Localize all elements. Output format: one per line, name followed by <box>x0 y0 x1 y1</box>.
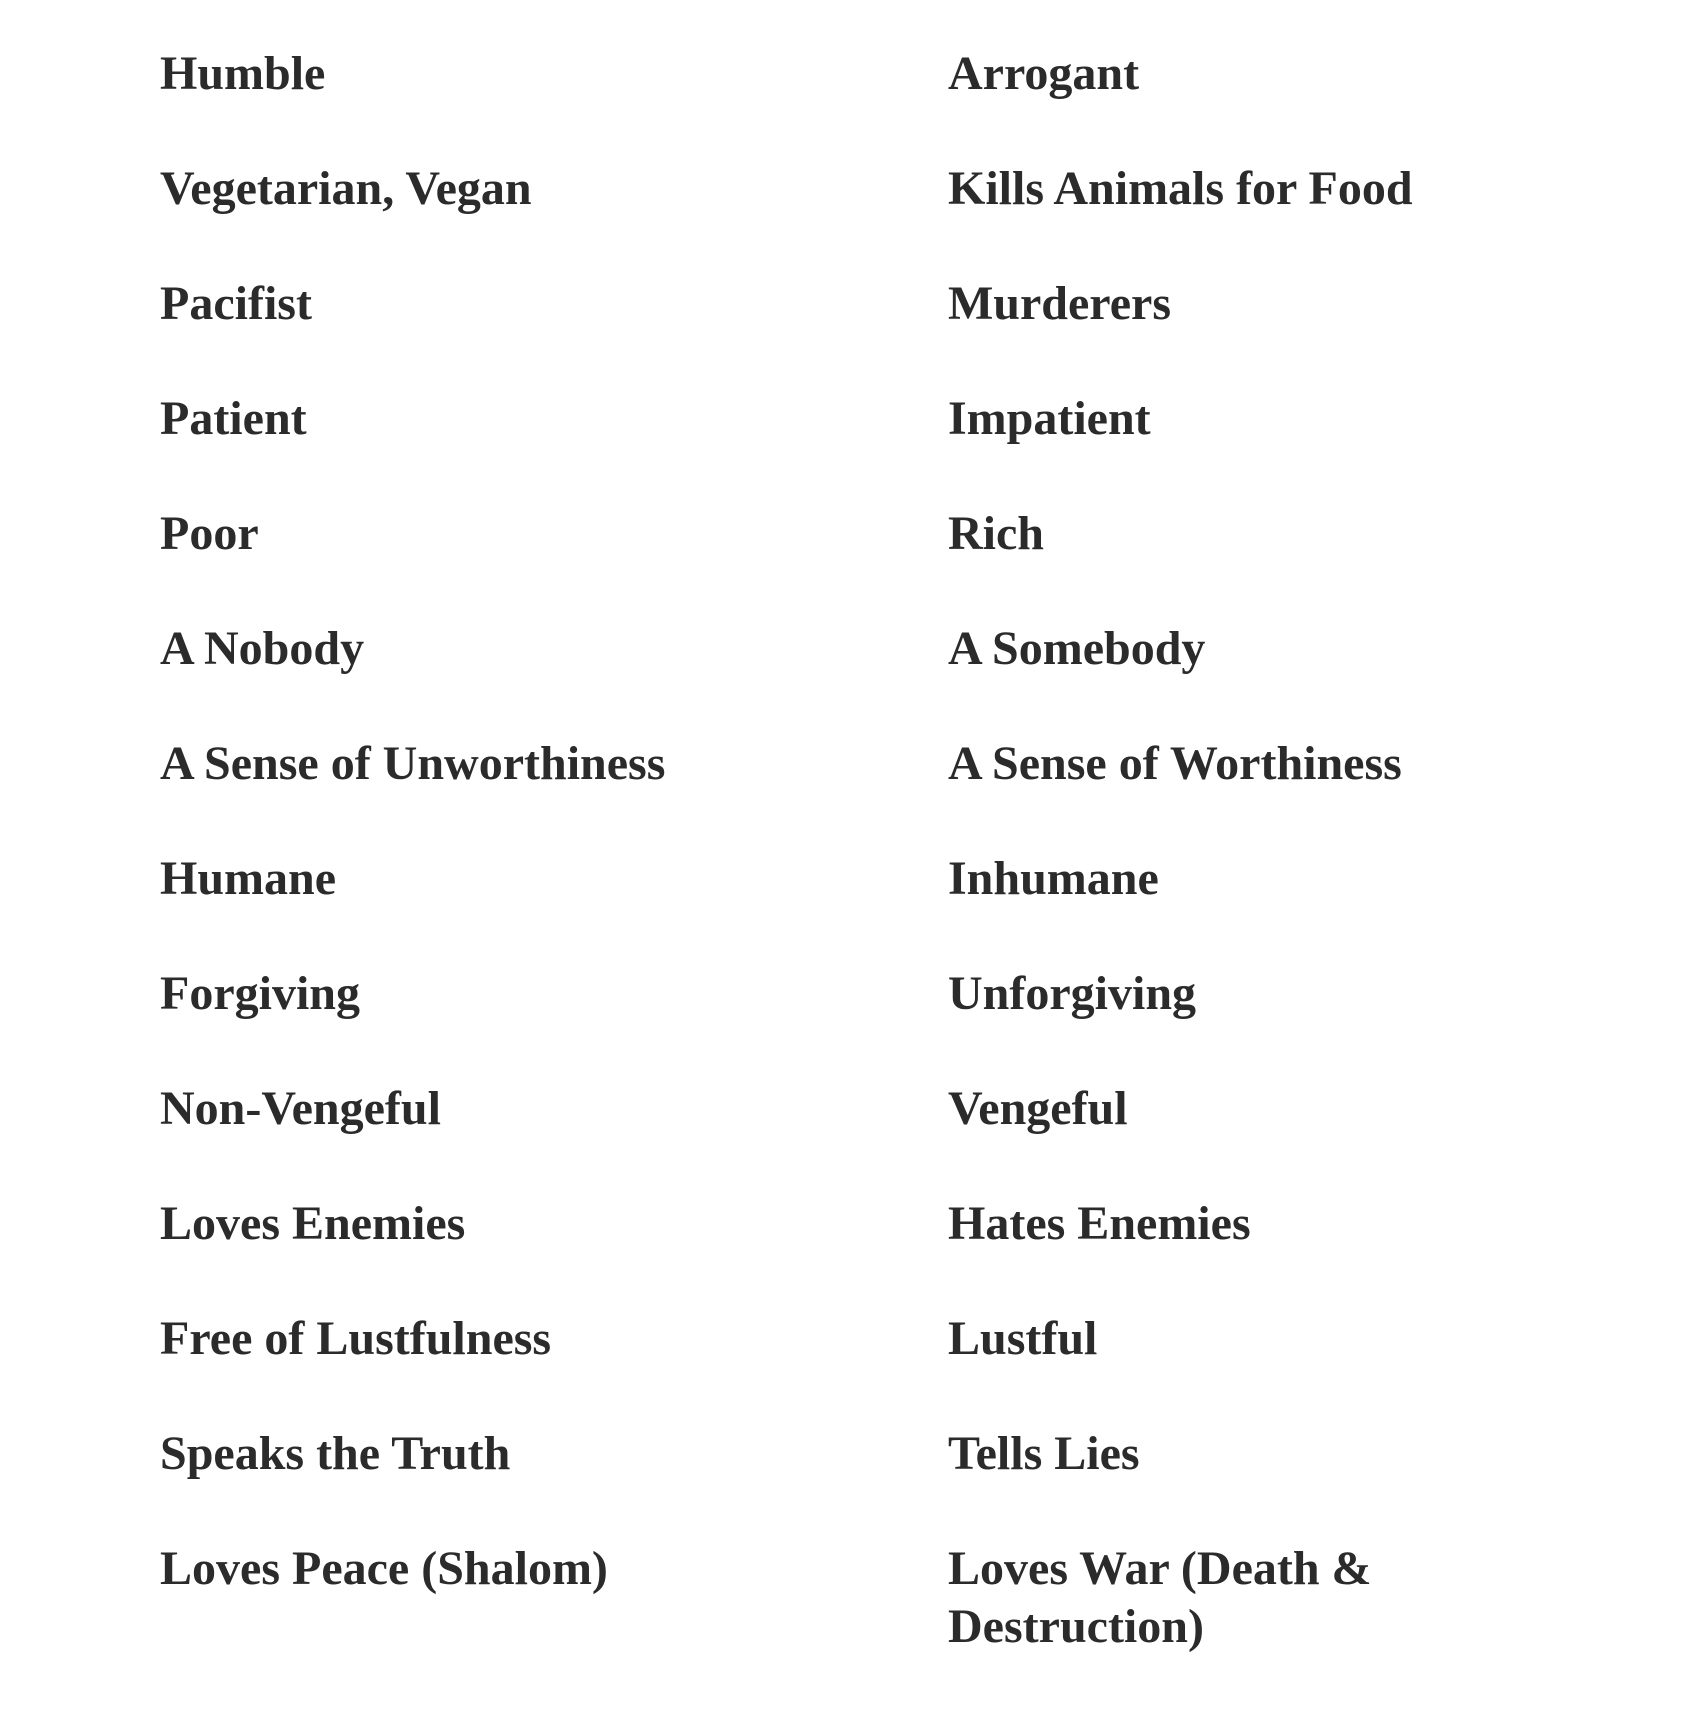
left-trait: Free of Lustfulness <box>160 1312 552 1365</box>
left-trait: Patient <box>160 392 307 445</box>
contrast-row <box>0 965 1700 1080</box>
left-trait: Humane <box>160 852 337 905</box>
left-trait: Humble <box>160 47 326 100</box>
right-trait: Rich <box>948 507 1044 560</box>
left-trait: Loves Enemies <box>160 1197 466 1250</box>
right-trait: A Sense of Worthiness <box>948 737 1402 790</box>
right-trait: Lustful <box>948 1312 1098 1365</box>
contrast-row <box>0 1540 1700 1680</box>
left-trait: Pacifist <box>160 277 312 330</box>
contrast-row <box>0 160 1700 275</box>
contrast-row <box>0 505 1700 620</box>
right-trait: Inhumane <box>948 852 1159 905</box>
right-trait: Hates Enemies <box>948 1197 1251 1250</box>
left-trait: Non-Vengeful <box>160 1082 441 1135</box>
right-trait: Murderers <box>948 277 1172 330</box>
contrast-row <box>0 1080 1700 1195</box>
left-trait: Poor <box>160 507 259 560</box>
left-trait: Vegetarian, Vegan <box>160 162 532 215</box>
left-trait: A Nobody <box>160 622 365 675</box>
right-trait: Vengeful <box>948 1082 1128 1135</box>
left-trait: A Sense of Unworthiness <box>160 737 666 790</box>
contrast-row <box>0 735 1700 850</box>
right-trait: Loves War (Death & Destruction) <box>948 1542 1372 1653</box>
right-trait: Impatient <box>948 392 1151 445</box>
contrast-row <box>0 45 1700 160</box>
contrast-row <box>0 850 1700 965</box>
left-trait: Speaks the Truth <box>160 1427 511 1480</box>
contrast-row <box>0 390 1700 505</box>
contrast-row <box>0 275 1700 390</box>
contrast-row <box>0 1310 1700 1425</box>
contrast-row <box>0 1425 1700 1540</box>
left-trait: Loves Peace (Shalom) <box>160 1542 608 1595</box>
right-trait: Arrogant <box>948 47 1140 100</box>
contrast-row <box>0 1195 1700 1310</box>
right-trait: Unforgiving <box>948 967 1197 1020</box>
right-trait: A Somebody <box>948 622 1206 675</box>
right-trait: Kills Animals for Food <box>948 162 1413 215</box>
right-trait: Tells Lies <box>948 1427 1140 1480</box>
contrast-row <box>0 620 1700 735</box>
left-trait: Forgiving <box>160 967 360 1020</box>
